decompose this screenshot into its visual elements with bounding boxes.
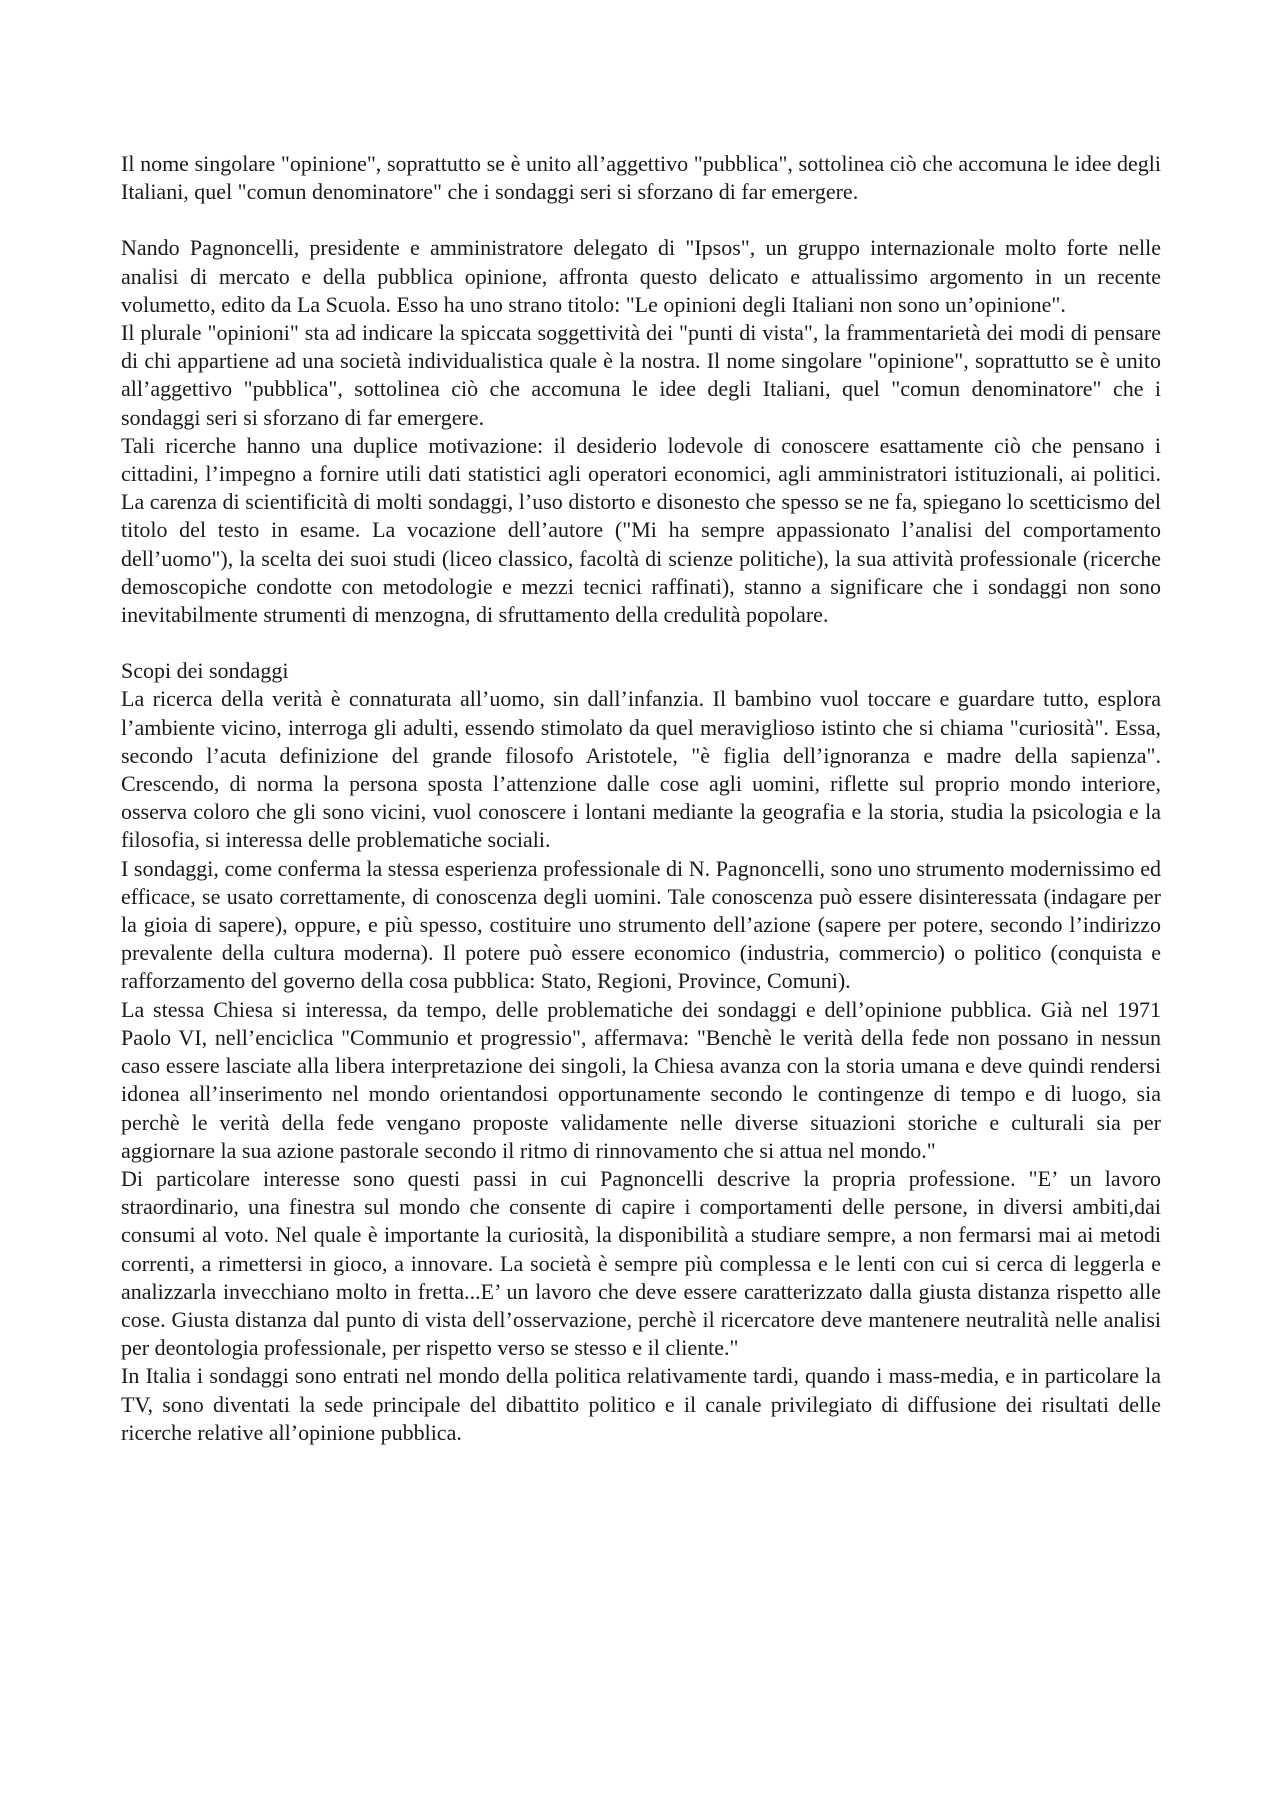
paragraph-ricerca-verita: La ricerca della verità è connaturata all’uomo, sin dall’infanzia. Il bambino vuol toccare e guardare tutto, esplora l’ambiente vicino, interroga gli adulti, essendo stimolato da quel meraviglioso istinto che si chiama "curiosità". Essa, secondo l’acuta definizione del grande filosofo Aristotele, "è figlia dell’ignoranza e madre della sapienza". Crescendo, di norma la persona sposta l’attenzione dalle cose agli uomini, riflette sul proprio mondo interiore, osserva coloro che gli sono vicini, vuol conoscere i lontani mediante la geografia e la storia, studia la psicologia e la filosofia, si interessa delle problematiche sociali. xyxy=(121,686,1161,853)
paragraph-spacer xyxy=(121,629,1161,657)
paragraph-plural-opinioni: Il plurale "opinioni" sta ad indicare la spiccata soggettività dei "punti di vista", la frammentarietà dei modi di pensare di chi appartiene ad una società individualistica quale è la nostra. Il nome singolare "opinione", soprattutto se è unito all’aggettivo "pubblica", sottolinea ciò che accomuna le idee degli Italiani, quel "comun denominatore" che i sondaggi seri si sforzano di far emergere. xyxy=(121,320,1161,430)
paragraph-intro: Il nome singolare "opinione", soprattutto se è unito all’aggettivo "pubblica", sottolinea ciò che accomuna le idee degli Italiani, quel "comun denominatore" che i sondaggi seri si sforzano di far emergere. xyxy=(121,151,1161,205)
paragraph-professione: Di particolare interesse sono questi passi in cui Pagnoncelli descrive la propria professione. "E’ un lavoro straordinario, una finestra sul mondo che consente di capire i comportamenti delle persone, in diversi ambiti,dai consumi al voto. Nel quale è importante la curiosità, la disponibilità a studiare sempre, a non fermarsi mai ai metodi correnti, a rimettersi in gioco, a innovare. La società è sempre più complessa e le lenti con cui si cerca di leggerla e analizzarla invecchiano molto in fretta...E’ un lavoro che deve essere caratterizzato dalla giusta distanza rispetto alle cose. Giusta distanza dal punto di vista dell’osservazione, perchè il ricercatore deve mantenere neutralità nelle analisi per deontologia professionale, per rispetto verso se stesso e il cliente." xyxy=(121,1165,1161,1361)
section-heading-scopi: Scopi dei sondaggi xyxy=(121,658,289,684)
paragraph-pagnoncelli: Nando Pagnoncelli, presidente e amministratore delegato di "Ipsos", un gruppo internazionale molto forte nelle analisi di mercato e della pubblica opinione, affronta questo delicato e attualissimo argomento in un recente volumetto, edito da La Scuola. Esso ha uno strano titolo: "Le opinioni degli Italiani non sono un’opinione". xyxy=(121,235,1161,317)
document-page xyxy=(121,150,1161,1447)
paragraph-spacer xyxy=(121,206,1161,234)
paragraph-italia-politica: In Italia i sondaggi sono entrati nel mondo della politica relativamente tardi, quando i mass-media, e in particolare la TV, sono diventati la sede principale del dibattito politico e il canale privilegiato di diffusione dei risultati delle ricerche relative all’opinione pubblica. xyxy=(121,1363,1161,1445)
paragraph-sondaggi-strumento: I sondaggi, come conferma la stessa esperienza professionale di N. Pagnoncelli, sono uno strumento modernissimo ed efficace, se usato correttamente, di conoscenza degli uomini. Tale conoscenza può essere disinteressata (indagare per la gioia di sapere), oppure, e più spesso, costituire uno strumento dell’azione (sapere per potere, secondo l’indirizzo prevalente della cultura moderna). Il potere può essere economico (industria, commercio) o politico (conquista e rafforzamento del governo della cosa pubblica: Stato, Regioni, Province, Comuni). xyxy=(121,855,1161,994)
paragraph-motivazione: Tali ricerche hanno una duplice motivazione: il desiderio lodevole di conoscere esattamente ciò che pensano i cittadini, l’impegno a fornire utili dati statistici agli operatori economici, agli amministratori istituzionali, ai politici. La carenza di scientificità di molti sondaggi, l’uso distorto e disonesto che spesso se ne fa, spiegano lo scetticismo del titolo del testo in esame. La vocazione dell’autore ("Mi ha sempre appassionato l’analisi del comportamento dell’uomo"), la scelta dei suoi studi (liceo classico, facoltà di scienze politiche), la sua attività professionale (ricerche demoscopiche condotte con metodologie e mezzi tecnici raffinati), stanno a significare che i sondaggi non sono inevitabilmente strumenti di menzogna, di sfruttamento della credulità popolare. xyxy=(121,432,1161,628)
paragraph-chiesa: La stessa Chiesa si interessa, da tempo, delle problematiche dei sondaggi e dell’opinione pubblica. Già nel 1971 Paolo VI, nell’enciclica "Communio et progressio", affermava: "Benchè le verità della fede non possano in nessun caso essere lasciate alla libera interpretazione dei singoli, la Chiesa avanza con la storia umana e deve quindi rendersi idonea all’inserimento nel mondo orientandosi opportunamente secondo le contingenze di tempo e di luogo, sia perchè le verità della fede vengano proposte validamente nelle diverse situazioni storiche e culturali sia per aggiornare la sua azione pastorale secondo il ritmo di rinnovamento che si attua nel mondo." xyxy=(121,996,1161,1163)
